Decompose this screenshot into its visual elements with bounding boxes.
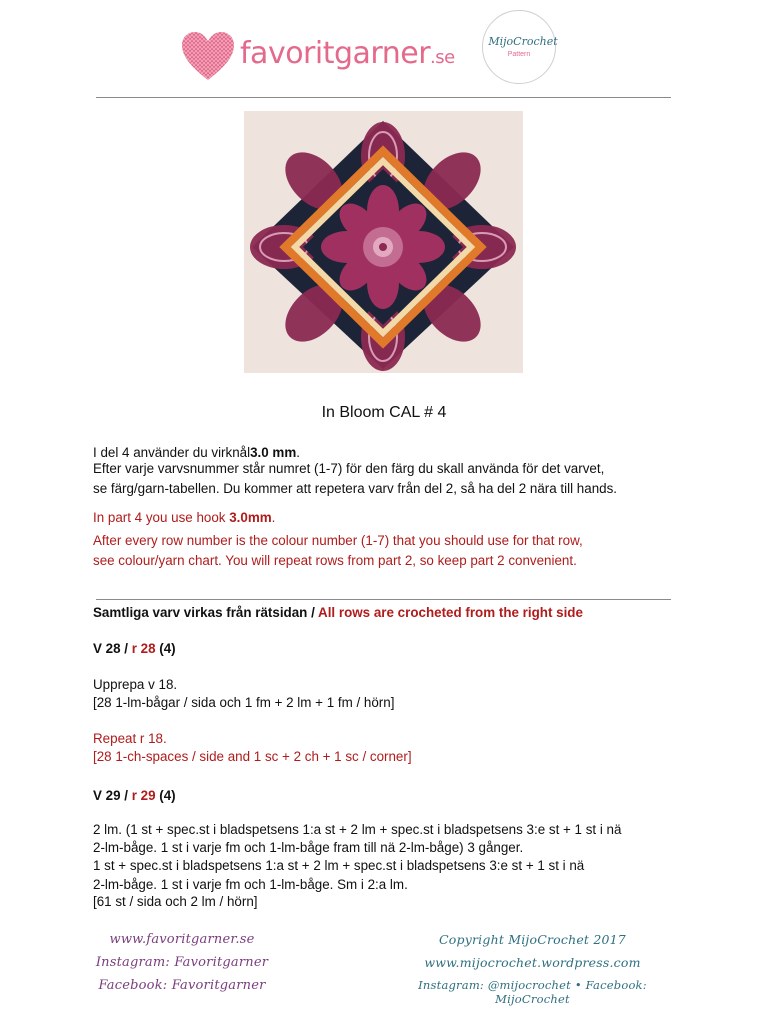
row29-line: 2 lm. (1 st + spec.st i bladspetsens 1:a st + 2 lm + spec.st i bladspetsens 3:e st + 1 st i nä	[93, 822, 622, 837]
intro-en-post: .	[271, 510, 276, 525]
intro-en-line2: After every row number is the colour number (1-7) that you should use for that row,	[93, 533, 583, 548]
footer-instagram-link[interactable]: Instagram: Favoritgarner	[95, 955, 269, 970]
footer-facebook-link[interactable]: Facebook: Favoritgarner	[98, 978, 266, 993]
mijocrochet-badge	[482, 10, 556, 84]
row29-line: 2-lm-båge. 1 st i varje fm och 1-lm-båge. Sm i 2:a lm.	[93, 877, 408, 892]
intro-sv-line2: Efter varje varvsnummer står numret (1-7) för den färg du skall använda för det varvet,	[93, 461, 605, 476]
intro-sv-line3: se färg/garn-tabellen. Du kommer att repetera varv från del 2, så ha del 2 nära till hands.	[93, 481, 618, 496]
row29-line: 1 st + spec.st i bladspetsens 1:a st + 2 lm + spec.st i bladspetsens 3:e st + 1 st i nä	[93, 858, 585, 873]
footer-website-link[interactable]: www.favoritgarner.se	[109, 932, 255, 947]
intro-en-line3: see colour/yarn chart. You will repeat rows from part 2, so keep part 2 convenient.	[93, 553, 577, 568]
all-rows-note	[93, 604, 583, 623]
badge-sub: Pattern	[507, 51, 531, 58]
brand-name: favoritgarner	[240, 36, 431, 71]
heart-icon	[180, 30, 236, 82]
row28-en-line1: Repeat r 18.	[93, 731, 167, 746]
page-title: In Bloom CAL # 4	[321, 404, 447, 421]
intro-en-line1	[93, 509, 275, 528]
header-divider	[96, 97, 671, 98]
row28-heading-color: (4)	[155, 641, 176, 656]
section-divider	[96, 599, 671, 600]
row29-heading-color: (4)	[155, 788, 176, 803]
intro-sv-post: .	[296, 445, 300, 460]
row29-heading-en: r 29	[131, 788, 156, 803]
intro-sv-pre: I del 4 använder du virknål	[93, 445, 251, 460]
footer-blog-link[interactable]: www.mijocrochet.wordpress.com	[424, 955, 641, 970]
row28-heading-sv: V 28 /	[93, 641, 132, 656]
all-rows-sv: Samtliga varv virkas från rätsidan /	[93, 605, 319, 620]
row28-heading-en: r 28	[131, 641, 156, 656]
row28-heading	[93, 640, 176, 659]
row29-heading	[93, 787, 176, 806]
row28-sv-line1: Upprepa v 18.	[93, 677, 178, 692]
brand-tld: .se	[430, 47, 455, 68]
intro-sv-hook: 3.0 mm	[250, 445, 297, 460]
favoritgarner-logo	[180, 30, 470, 82]
badge-name: MijoCrochet	[488, 35, 558, 48]
intro-en-hook: 3.0mm	[229, 510, 272, 525]
intro-en-pre: In part 4 you use hook	[93, 510, 230, 525]
row28-sv-line2: [28 1-lm-bågar / sida och 1 fm + 2 lm + 1 fm / hörn]	[93, 695, 395, 710]
row29-heading-sv: V 29 /	[93, 788, 132, 803]
row29-line: 2-lm-båge. 1 st i varje fm och 1-lm-båge fram till nä 2-lm-båge) 3 gånger.	[93, 840, 524, 855]
row29-line: [61 st / sida och 2 lm / hörn]	[93, 894, 258, 909]
footer-social-links[interactable]: Instagram: @mijocrochet • Facebook: MijoCrochet	[418, 978, 647, 1006]
row28-en-line2: [28 1-ch-spaces / side and 1 sc + 2 ch + 1 sc / corner]	[93, 749, 412, 764]
footer-copyright: Copyright MijoCrochet 2017	[439, 932, 626, 947]
all-rows-en: All rows are crocheted from the right side	[318, 605, 583, 620]
crochet-square-photo	[244, 111, 523, 373]
